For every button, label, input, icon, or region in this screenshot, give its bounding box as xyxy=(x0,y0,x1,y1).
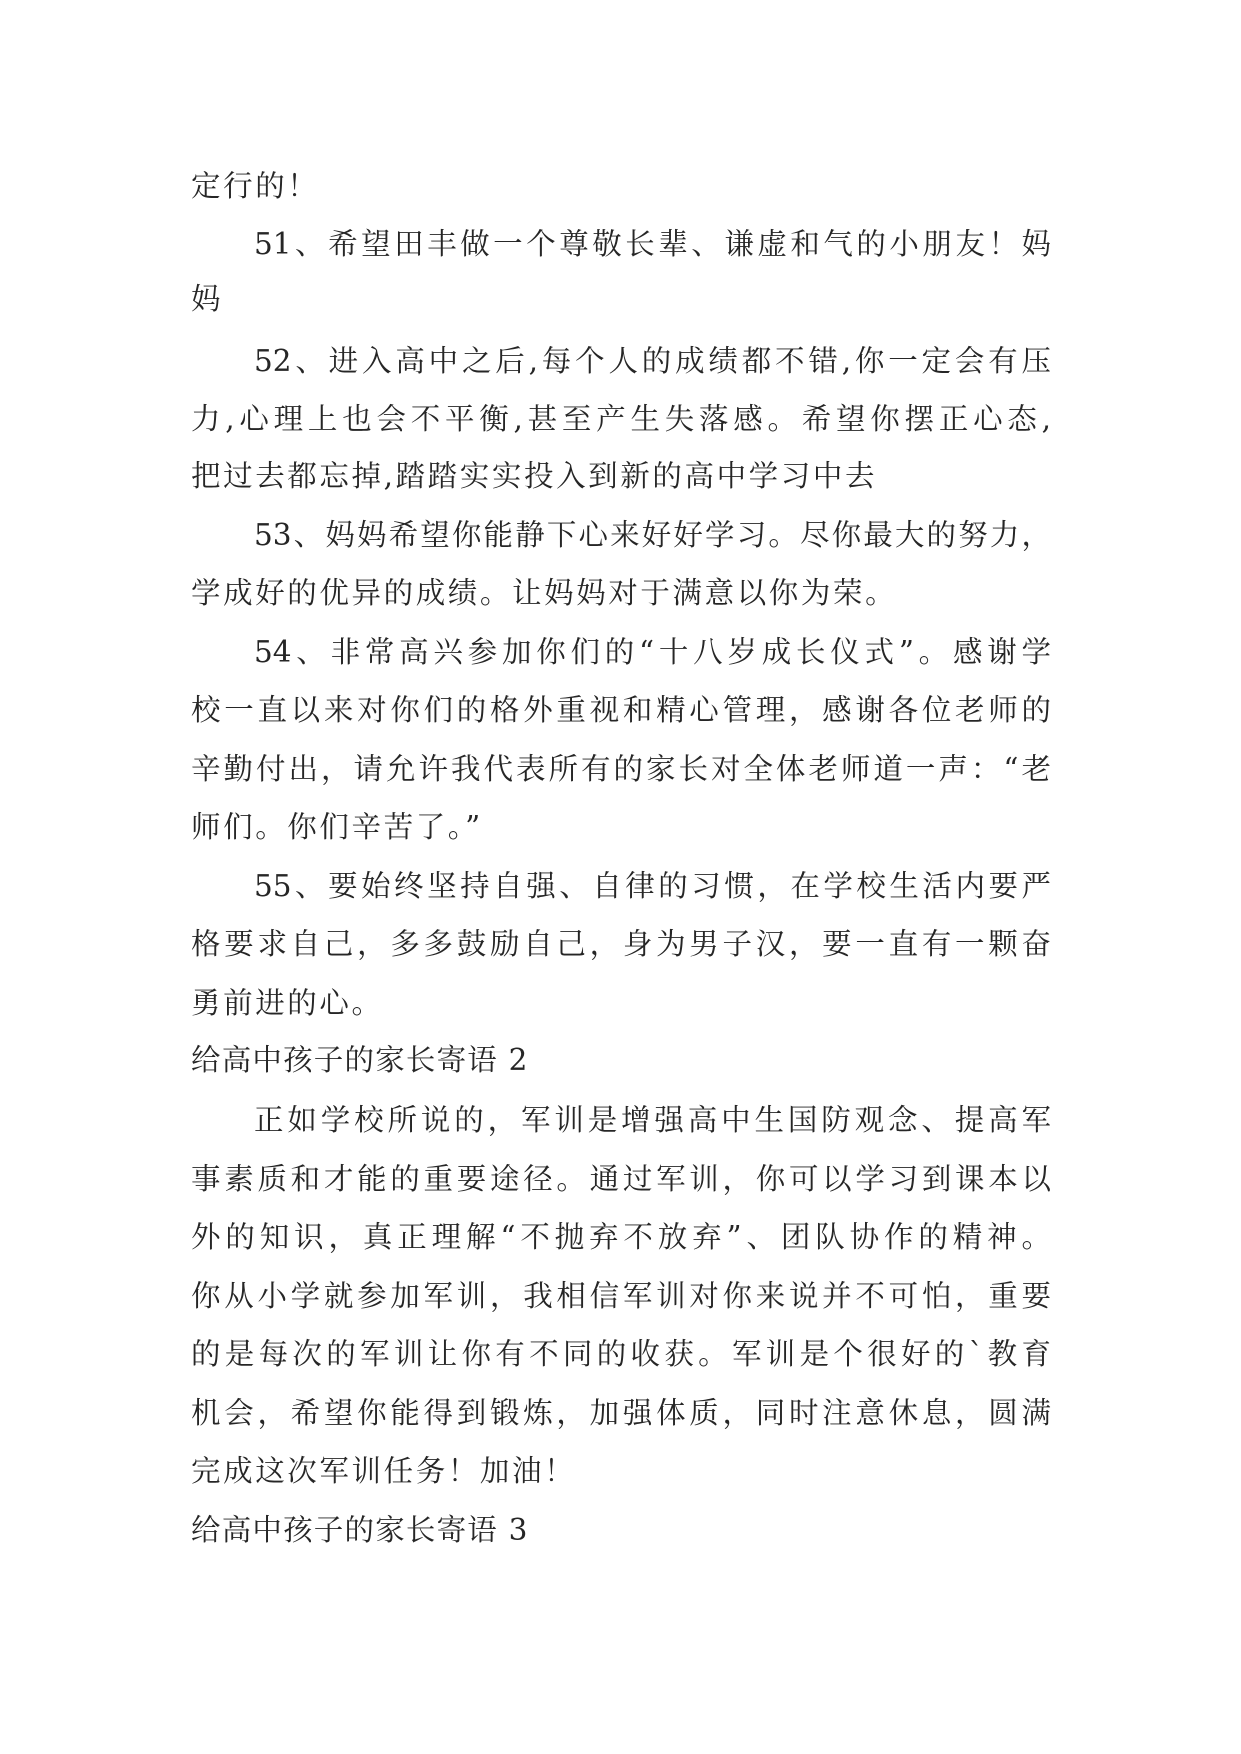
text-line: 51、希望田丰做一个尊敬长辈、谦虚和气的小朋友！妈 xyxy=(254,227,1051,261)
text-line: 完成这次军训任务！加油！ xyxy=(191,1454,577,1488)
text-line: 你从小学就参加军训，我相信军训对你来说并不可怕，重要 xyxy=(191,1279,1051,1313)
text-line: 事素质和才能的重要途径。通过军训，你可以学习到课本以 xyxy=(191,1162,1051,1196)
text-line: 校一直以来对你们的格外重视和精心管理，感谢各位老师的 xyxy=(191,693,1051,727)
text-line: 的是每次的军训让你有不同的收获。军训是个很好的`教育 xyxy=(191,1337,1051,1371)
text-line: 格要求自己，多多鼓励自己，身为男子汉，要一直有一颗奋 xyxy=(191,927,1051,961)
text-line: 把过去都忘掉,踏踏实实投入到新的高中学习中去 xyxy=(191,459,878,493)
text-line: 勇前进的心。 xyxy=(191,986,384,1020)
text-line: 正如学校所说的，军训是增强高中生国防观念、提高军 xyxy=(254,1103,1051,1137)
text-line: 妈 xyxy=(191,282,224,316)
text-line: 外的知识，真正理解“不抛弃不放弃”、团队协作的精神。 xyxy=(191,1220,1051,1254)
text-line: 52、进入高中之后,每个人的成绩都不错,你一定会有压 xyxy=(254,344,1051,378)
section-heading: 给高中孩子的家长寄语 3 xyxy=(191,1513,529,1547)
section-heading: 给高中孩子的家长寄语 2 xyxy=(191,1043,529,1077)
text-line: 定行的！ xyxy=(191,169,320,203)
text-line: 53、妈妈希望你能静下心来好好学习。尽你最大的努力， xyxy=(254,518,1051,552)
text-line: 55、要始终坚持自强、自律的习惯，在学校生活内要严 xyxy=(254,869,1051,903)
text-line: 54、非常高兴参加你们的“十八岁成长仪式”。感谢学 xyxy=(254,635,1051,669)
text-line: 辛勤付出，请允许我代表所有的家长对全体老师道一声：“老 xyxy=(191,752,1051,786)
text-line: 师们。你们辛苦了。” xyxy=(191,810,483,844)
text-line: 机会，希望你能得到锻炼，加强体质，同时注意休息，圆满 xyxy=(191,1396,1051,1430)
text-line: 学成好的优异的成绩。让妈妈对于满意以你为荣。 xyxy=(191,576,898,610)
text-line: 力,心理上也会不平衡,甚至产生失落感。希望你摆正心态, xyxy=(191,402,1051,436)
